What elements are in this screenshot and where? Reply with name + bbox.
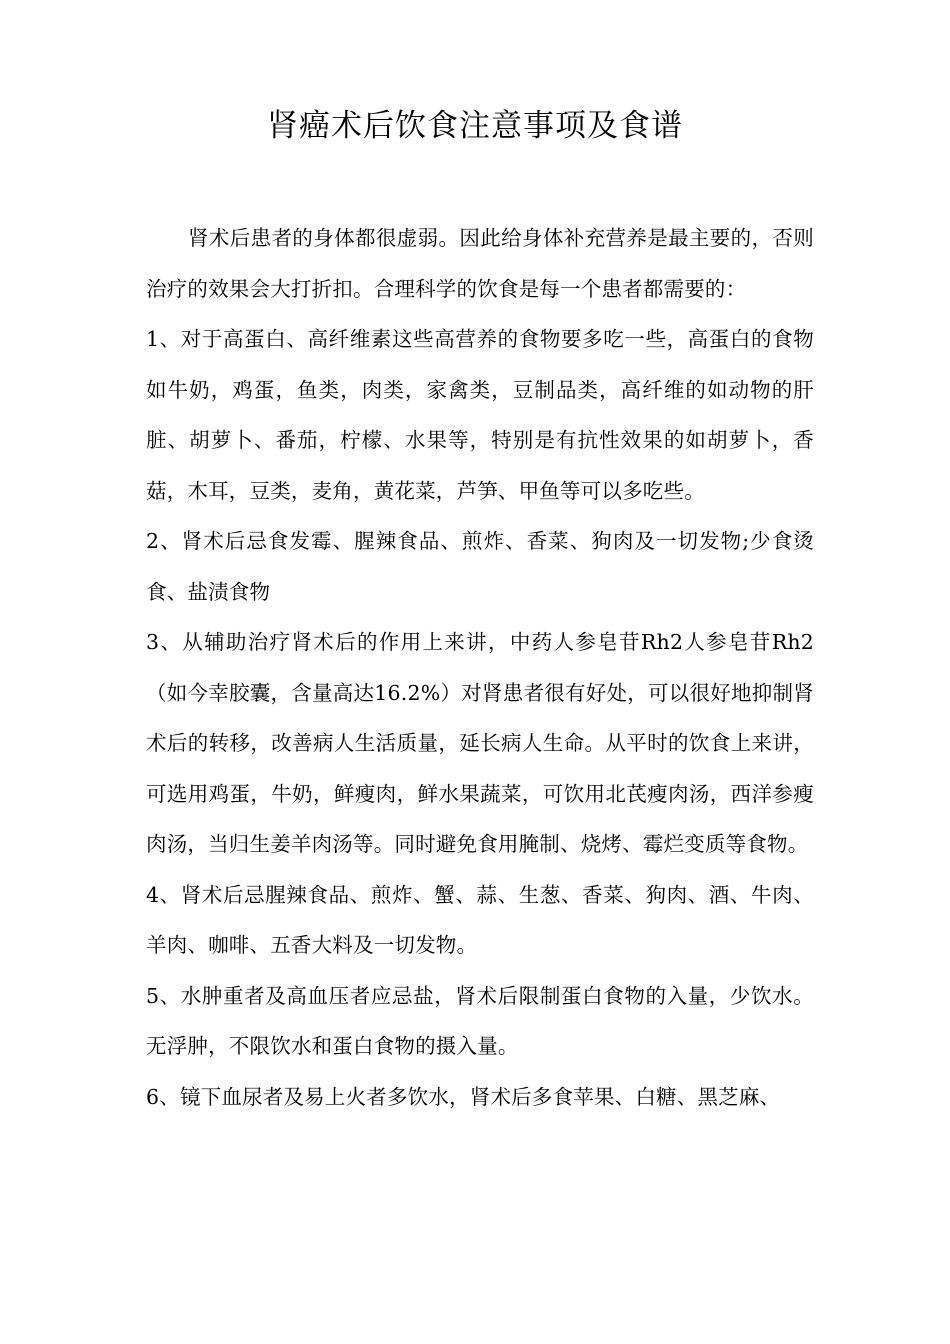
paragraph-item-6: 6、镜下血尿者及易上火者多饮水，肾术后多食苹果、白糖、黑芝麻、 [146, 1084, 781, 1109]
paragraph-item-2: 2、肾术后忌食发霉、腥辣食品、煎炸、香菜、狗肉及一切发物;少食烫食、盐渍食物 [146, 529, 814, 604]
paragraph-item-1: 1、对于高蛋白、高纤维素这些高营养的食物要多吃一些，高蛋白的食物如牛奶，鸡蛋，鱼类，肉类，家禽类，豆制品类，高纤维的如动物的肝脏、胡萝卜、番茄，柠檬、水果等，特别是有抗性效果的如胡萝卜，香菇，木耳，豆类，麦角，黄花菜，芦笋、甲鱼等可以多吃些。 [146, 327, 814, 503]
paragraph-item-3: 3、从辅助治疗肾术后的作用上来讲，中药人参皂苷Rh2人参皂苷Rh2（如今幸胶囊，含量高达16.2%）对肾患者很有好处，可以很好地抑制肾术后的转移，改善病人生活质量，延长病人生命。从平时的饮食上来讲，可选用鸡蛋，牛奶，鲜瘦肉，鲜水果蔬菜，可饮用北芪瘦肉汤，西洋参瘦肉汤，当归生姜羊肉汤等。同时避免食用腌制、烧烤、霉烂变质等食物。 [146, 630, 814, 856]
intro-paragraph: 肾术后患者的身体都很虚弱。因此给身体补充营养是最主要的，否则治疗的效果会大打折扣。合理科学的饮食是每一个患者都需要的： [146, 226, 814, 301]
paragraph-item-5: 5、水肿重者及高血压者应忌盐，肾术后限制蛋白食物的入量，少饮水。无浮肿，不限饮水和蛋白食物的摄入量。 [146, 983, 814, 1058]
paragraph-item-4: 4、肾术后忌腥辣食品、煎炸、蟹、蒜、生葱、香菜、狗肉、酒、牛肉、羊肉、咖啡、五香大料及一切发物。 [146, 882, 814, 957]
document-title: 肾癌术后饮食注意事项及食谱 [267, 108, 683, 144]
document-body [146, 213, 814, 1122]
